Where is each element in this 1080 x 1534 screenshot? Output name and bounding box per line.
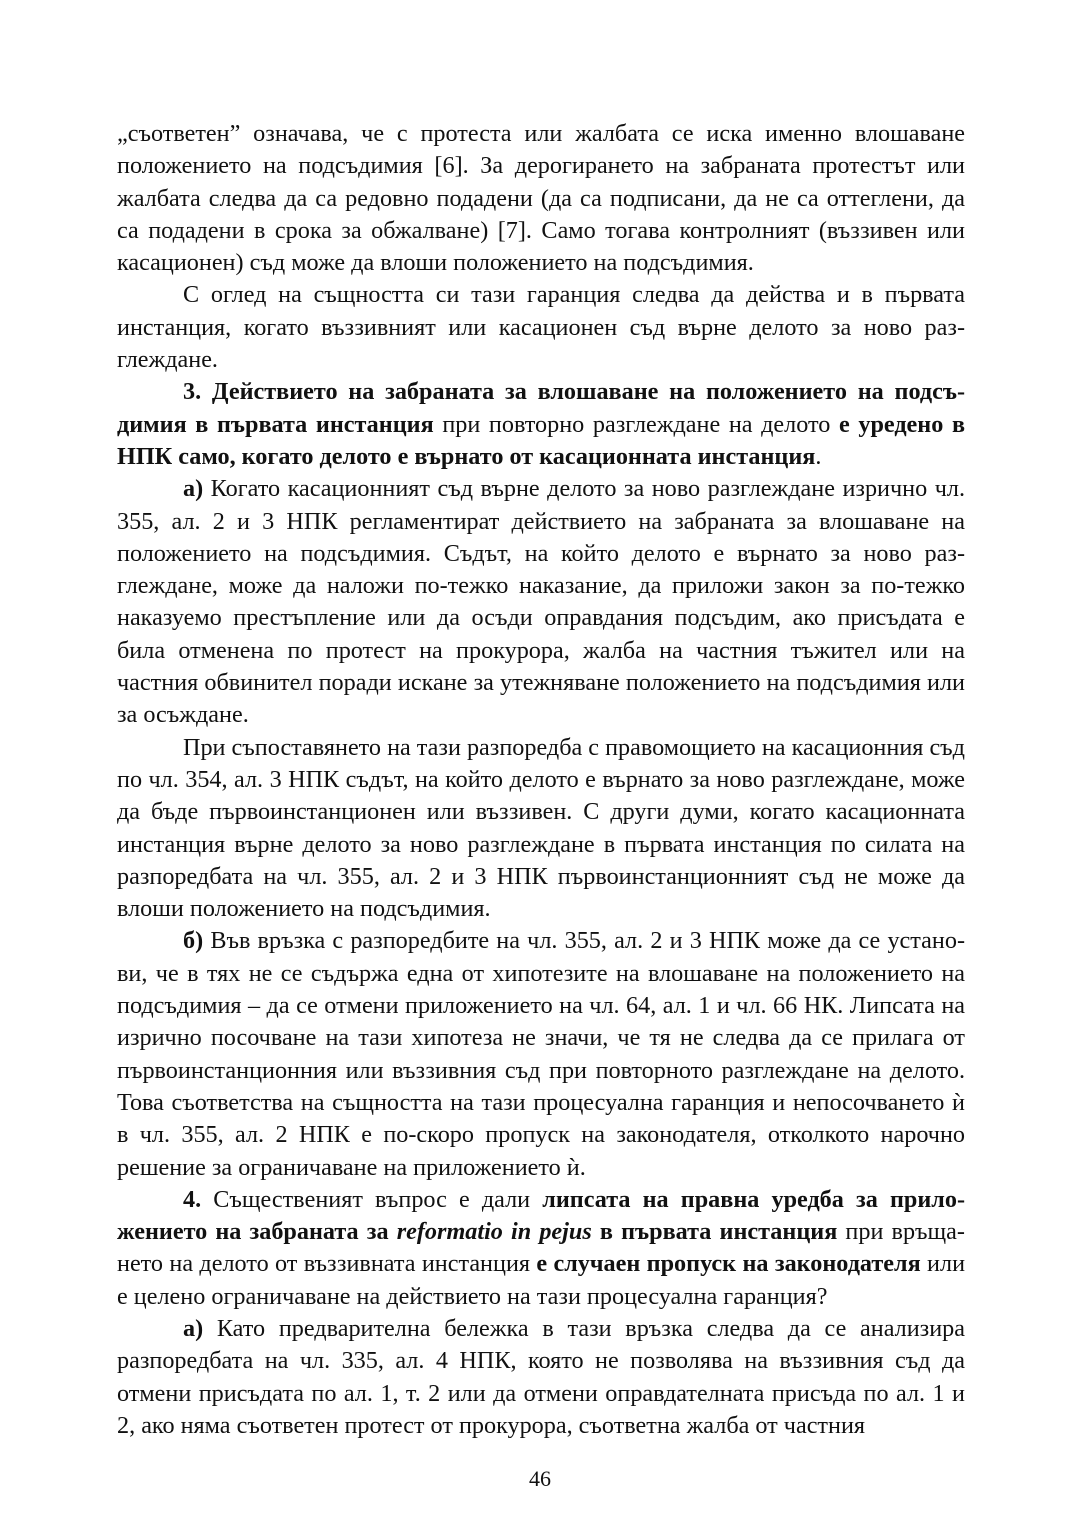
bold-text: а) <box>183 475 204 503</box>
paragraph-3a <box>117 473 965 731</box>
paragraph-4a <box>117 1313 965 1442</box>
paragraph-comparison <box>117 732 965 926</box>
text-run: при връщането на делото от въззивната инстанция <box>117 1218 965 1278</box>
bold-text: липсата на правна уредба за приложението на забраната за <box>117 1185 965 1246</box>
text-run: Съществeният въпрос е дали <box>201 1185 543 1213</box>
text-run: или е целено ограничаване на действието на тази процесуална гаранция? <box>117 1250 966 1310</box>
bold-text: е уредено в НПК само, когато делото е върнато от касационната инстанция <box>117 410 966 470</box>
bold-text: 3. Действието на забраната за влошаване на положението на подсъдимия в първата инстанция <box>117 378 965 438</box>
paragraph-3b <box>117 925 965 1183</box>
bold-text <box>397 1218 592 1245</box>
bold-text: 4. <box>183 1185 202 1213</box>
text-run: При съпоставянето на тази разпоредба с правомощието на касационния съд по чл. 354, ал. 3 НПК съдът, на който делото е върнато за ново разглеждане, може да бъде първоинстанционен или въззивен. С други думи, когато касационната инстанция върне делото за ново разглеждане в първата инстанция по силата на разпоредбата на чл. 355, ал. 2 и 3 НПК първоинстанционният съд не може да влоши положението на подсъдимия. <box>117 733 965 923</box>
text-run: „съответен” означава, че с протеста или жалбата се иска именно влошаване положението на подсъдимия [6]. За дерогирането на забраната протестът или жалбата следва да са редовно подадени (да са подписани, да не са оттеглени, да са подадени в срока за обжалване) [7]. Само тогава контролният (въззивен или касационен) съд може да влоши положението на подсъдимия. <box>117 120 965 277</box>
text-run: . <box>815 442 822 470</box>
paragraph-continuation <box>117 118 965 279</box>
bold-text: в първата инстанция <box>591 1218 838 1246</box>
bold-text: е случаен пропуск на законодателя <box>536 1250 921 1278</box>
bold-text: а) <box>183 1314 204 1342</box>
bold-text: б) <box>183 927 204 955</box>
italic-text: reformatio in pejus <box>396 1218 592 1246</box>
paragraph-section-3 <box>117 376 965 473</box>
text-run: при повторно разглеждане на делото <box>433 410 839 438</box>
page-body <box>117 118 965 1442</box>
page-number: 46 <box>529 1466 551 1491</box>
paragraph-first-instance <box>117 279 965 376</box>
text-run: Във връзка с разпоредбите на чл. 355, ал. 2 и 3 НПК може да се установи, че в тях не се съдържа една от хипотезите на влошаване на положението на подсъдимия – да се отмени приложението на чл. 64, ал. 1 и чл. 66 НК. Липсата на изрично посочване на тази хипотеза не значи, че тя не следва да се прилага от първоинстанционния или въззивния съд при повторното разглеждане на делото. Това съответства на същността на тази процесуална гаранция и непосочването ѝ в чл. 355, ал. 2 НПК е по-скоро пропуск на законодателя, отколкото нарочно решение за ограничаване на приложението ѝ. <box>117 927 965 1181</box>
text-run: Когато касационният съд върне делото за ново разглеждане изрично чл. 355, ал. 2 и 3 НПК регламентират действието на забраната за влошаване на положението на подсъдимия. Съдът, на който делото е върнато за ново разглеждане, може да наложи по-тежко наказание, да приложи закон за по-тежко наказуемо престъпление или да осъди оправдания подсъдим, ако присъдата е била отменена по протест на прокурора, жалба на частния тъжител или на частния обвинител поради искане за утежняване положението на подсъдимия или за осъждане. <box>117 475 965 729</box>
text-run: С оглед на същността си тази гаранция следва да действа и в първата инстанция, когато въззивният или касационен съд върне делото за ново разглеждане. <box>117 281 965 374</box>
text-run: Като предварителна бележка в тази връзка следва да се анализира разпоредбата на чл. 335, ал. 4 НПК, която не позволява на въззивния съд да отмени присъдата по ал. 1, т. 2 или да отмени оправдателната присъда по ал. 1 и 2, ако няма съответен протест от прокурора, съответна жалба от частния <box>117 1314 965 1439</box>
paragraph-section-4 <box>117 1184 965 1313</box>
